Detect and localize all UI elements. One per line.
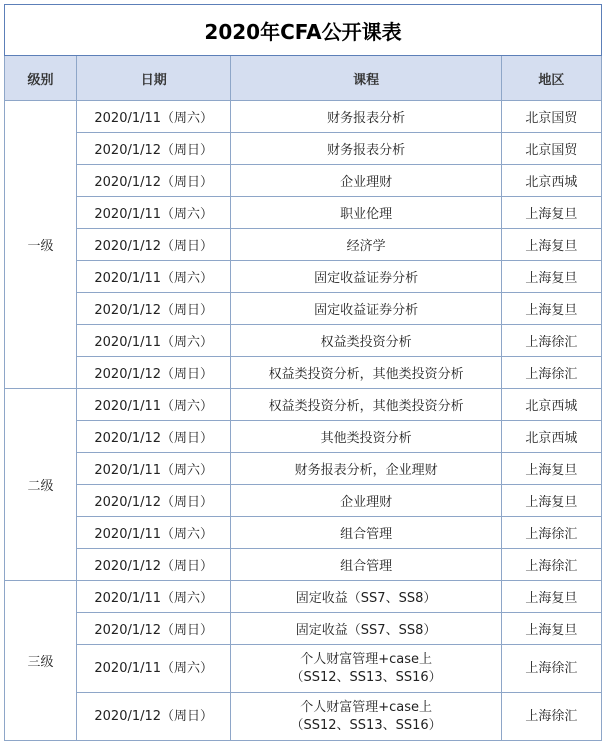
table-row bbox=[5, 325, 602, 357]
table-row bbox=[5, 645, 602, 693]
date-cell: 2020/1/11（周六） bbox=[77, 261, 231, 293]
course-cell: 其他类投资分析 bbox=[231, 421, 501, 453]
location-cell: 上海复旦 bbox=[501, 613, 601, 645]
date-cell: 2020/1/12（周日） bbox=[77, 165, 231, 197]
location-cell: 上海徐汇 bbox=[501, 645, 601, 693]
table-row bbox=[5, 101, 602, 133]
location-cell: 上海复旦 bbox=[501, 485, 601, 517]
location-cell: 上海徐汇 bbox=[501, 517, 601, 549]
table-row bbox=[5, 613, 602, 645]
date-cell: 2020/1/12（周日） bbox=[77, 293, 231, 325]
level-cell: 二级 bbox=[5, 389, 77, 581]
course-cell: 财务报表分析 bbox=[231, 101, 501, 133]
location-cell: 上海复旦 bbox=[501, 197, 601, 229]
date-cell: 2020/1/12（周日） bbox=[77, 549, 231, 581]
date-cell: 2020/1/12（周日） bbox=[77, 229, 231, 261]
table-row bbox=[5, 693, 602, 741]
table-body bbox=[5, 101, 602, 741]
location-cell: 上海徐汇 bbox=[501, 693, 601, 741]
location-cell: 上海复旦 bbox=[501, 453, 601, 485]
course-cell: 经济学 bbox=[231, 229, 501, 261]
course-cell: 财务报表分析，企业理财 bbox=[231, 453, 501, 485]
course-cell: 财务报表分析 bbox=[231, 133, 501, 165]
location-cell: 北京西城 bbox=[501, 421, 601, 453]
table-row bbox=[5, 421, 602, 453]
course-cell: 权益类投资分析，其他类投资分析 bbox=[231, 357, 501, 389]
header-date: 日期 bbox=[77, 56, 231, 101]
location-cell: 上海徐汇 bbox=[501, 325, 601, 357]
date-cell: 2020/1/11（周六） bbox=[77, 197, 231, 229]
location-cell: 北京西城 bbox=[501, 165, 601, 197]
course-cell: 企业理财 bbox=[231, 165, 501, 197]
level-cell: 一级 bbox=[5, 101, 77, 389]
course-cell: 固定收益证券分析 bbox=[231, 261, 501, 293]
course-cell: 组合管理 bbox=[231, 549, 501, 581]
course-cell: 权益类投资分析 bbox=[231, 325, 501, 357]
location-cell: 上海复旦 bbox=[501, 229, 601, 261]
course-cell: 个人财富管理+case上 （SS12、SS13、SS16） bbox=[231, 645, 501, 693]
course-cell: 固定收益证券分析 bbox=[231, 293, 501, 325]
date-cell: 2020/1/11（周六） bbox=[77, 581, 231, 613]
schedule-table bbox=[4, 4, 602, 741]
date-cell: 2020/1/12（周日） bbox=[77, 133, 231, 165]
date-cell: 2020/1/11（周六） bbox=[77, 453, 231, 485]
course-cell: 企业理财 bbox=[231, 485, 501, 517]
table-row bbox=[5, 293, 602, 325]
date-cell: 2020/1/12（周日） bbox=[77, 421, 231, 453]
level-cell: 三级 bbox=[5, 581, 77, 741]
date-cell: 2020/1/12（周日） bbox=[77, 613, 231, 645]
location-cell: 北京国贸 bbox=[501, 133, 601, 165]
course-cell: 组合管理 bbox=[231, 517, 501, 549]
table-row bbox=[5, 197, 602, 229]
date-cell: 2020/1/11（周六） bbox=[77, 325, 231, 357]
location-cell: 北京西城 bbox=[501, 389, 601, 421]
date-cell: 2020/1/11（周六） bbox=[77, 645, 231, 693]
table-row bbox=[5, 581, 602, 613]
date-cell: 2020/1/11（周六） bbox=[77, 389, 231, 421]
date-cell: 2020/1/11（周六） bbox=[77, 517, 231, 549]
table-row bbox=[5, 133, 602, 165]
course-cell: 固定收益（SS7、SS8） bbox=[231, 581, 501, 613]
location-cell: 上海复旦 bbox=[501, 581, 601, 613]
location-cell: 上海复旦 bbox=[501, 261, 601, 293]
location-cell: 上海徐汇 bbox=[501, 357, 601, 389]
course-cell: 固定收益（SS7、SS8） bbox=[231, 613, 501, 645]
table-title: 2020年CFA公开课表 bbox=[5, 5, 602, 56]
table-row bbox=[5, 389, 602, 421]
course-cell: 权益类投资分析，其他类投资分析 bbox=[231, 389, 501, 421]
date-cell: 2020/1/11（周六） bbox=[77, 101, 231, 133]
date-cell: 2020/1/12（周日） bbox=[77, 485, 231, 517]
table-row bbox=[5, 261, 602, 293]
location-cell: 北京国贸 bbox=[501, 101, 601, 133]
header-level: 级别 bbox=[5, 56, 77, 101]
header-location: 地区 bbox=[501, 56, 601, 101]
date-cell: 2020/1/12（周日） bbox=[77, 693, 231, 741]
date-cell: 2020/1/12（周日） bbox=[77, 357, 231, 389]
table-row bbox=[5, 485, 602, 517]
table-row bbox=[5, 453, 602, 485]
table-row bbox=[5, 549, 602, 581]
table-row bbox=[5, 165, 602, 197]
table-row bbox=[5, 517, 602, 549]
header-course: 课程 bbox=[231, 56, 501, 101]
location-cell: 上海复旦 bbox=[501, 293, 601, 325]
location-cell: 上海徐汇 bbox=[501, 549, 601, 581]
course-cell: 个人财富管理+case上 （SS12、SS13、SS16） bbox=[231, 693, 501, 741]
table-row bbox=[5, 229, 602, 261]
table-row bbox=[5, 357, 602, 389]
course-cell: 职业伦理 bbox=[231, 197, 501, 229]
